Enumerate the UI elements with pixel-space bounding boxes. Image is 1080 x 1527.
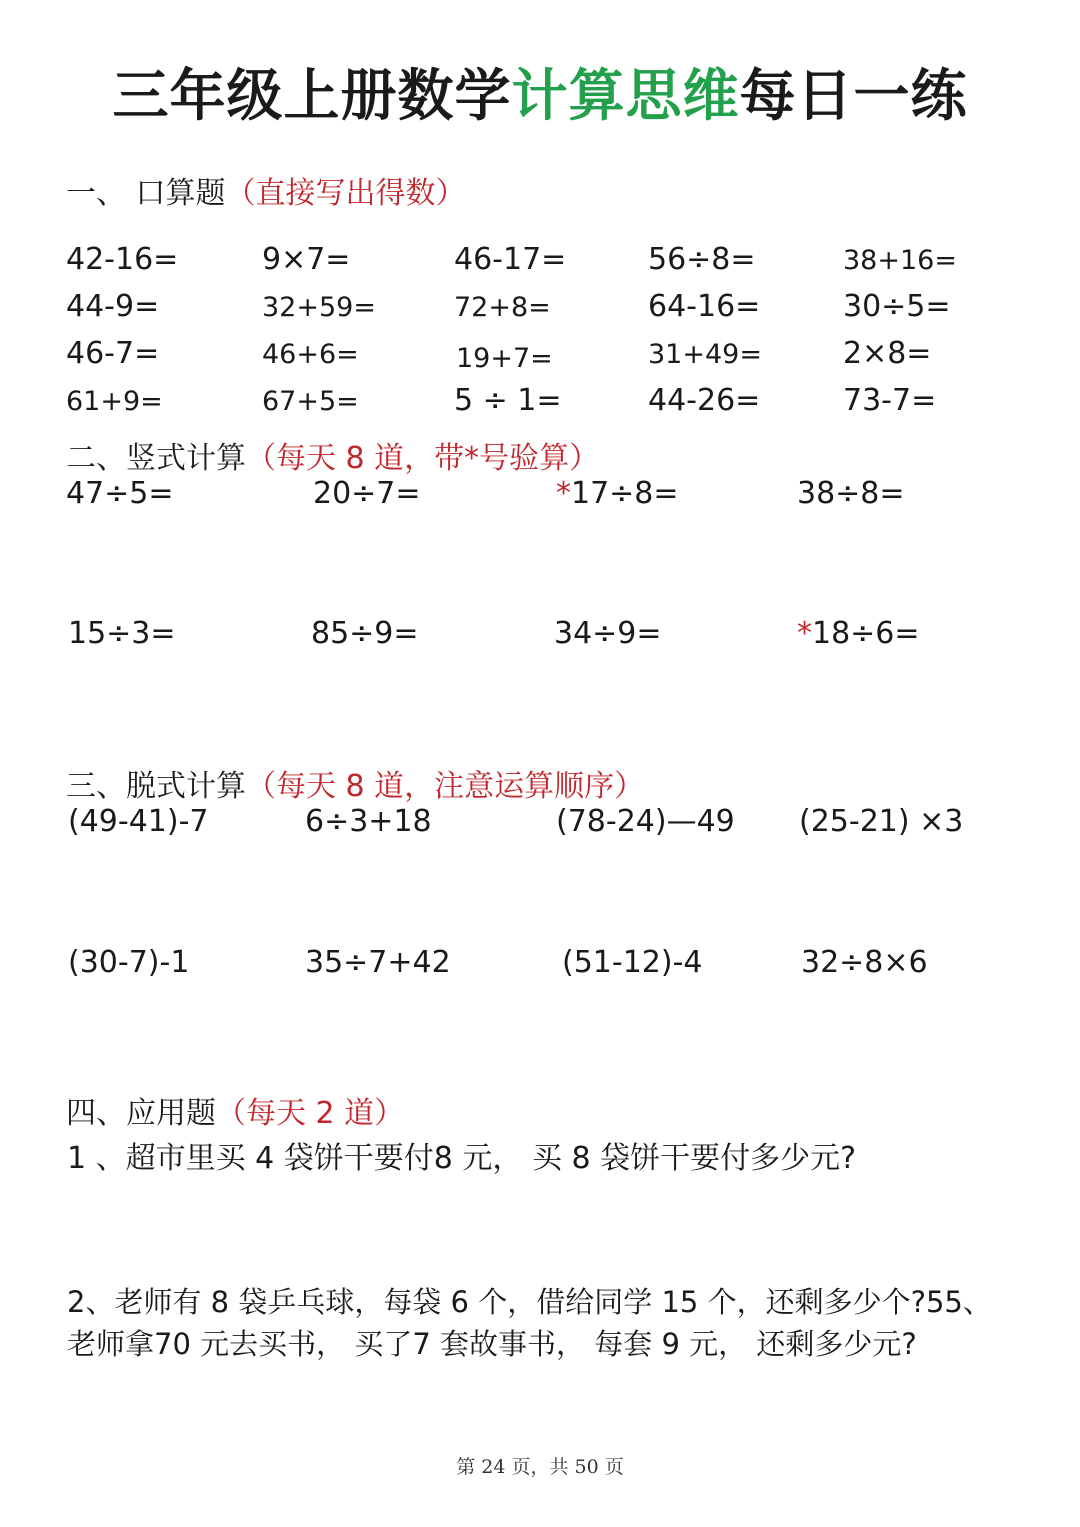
oral-problem: 67+5= — [262, 386, 359, 417]
vertical-problem: 38÷8= — [797, 476, 905, 511]
vertical-problem-starred: *17÷8= — [556, 476, 679, 511]
section4-title: 四、应用题 — [66, 1096, 216, 1131]
stepwise-problem: 35÷7+42 — [305, 945, 451, 980]
oral-problem: 72+8= — [454, 292, 551, 323]
oral-problem: 46+6= — [262, 339, 359, 370]
vertical-problem: 20÷7= — [313, 476, 421, 511]
page-number: 第 24 页，共 50 页 — [456, 1456, 624, 1478]
word-problem-2-line1: 2、老师有 8 袋乒乓球，每袋 6 个，借给同学 15 个，还剩多少个?55、 — [67, 1285, 992, 1319]
oral-problem: 42-16= — [66, 242, 179, 277]
vertical-problem: 34÷9= — [554, 616, 662, 651]
oral-problem: 30÷5= — [843, 289, 951, 324]
word-problem-1: 1 、超市里买 4 袋饼干要付8 元， 买 8 袋饼干要付多少元? — [67, 1141, 857, 1176]
oral-problem: 73-7= — [843, 383, 937, 418]
section3-heading — [66, 761, 644, 805]
oral-problem: 46-7= — [66, 336, 160, 371]
verify-star: * — [797, 616, 812, 651]
oral-problem: 61+9= — [66, 386, 163, 417]
section1-title: 一、 口算题 — [66, 176, 226, 211]
section4-heading — [66, 1088, 404, 1132]
title-part1: 三年级上册数学 — [112, 63, 512, 129]
stepwise-problem: (78-24)—49 — [556, 804, 735, 839]
oral-problem: 46-17= — [454, 242, 567, 277]
page-title — [0, 52, 1080, 132]
oral-problem: 44-9= — [66, 289, 160, 324]
oral-problem: 31+49= — [648, 339, 762, 370]
stepwise-problem: 6÷3+18 — [305, 804, 432, 839]
section1-note: （直接写出得数） — [225, 176, 466, 211]
oral-problem: 32+59= — [262, 292, 376, 323]
oral-problem: 64-16= — [648, 289, 761, 324]
section3-title: 三、脱式计算 — [66, 769, 246, 804]
oral-problem: 9×7= — [262, 242, 351, 277]
stepwise-problem: 32÷8×6 — [801, 945, 928, 980]
section3-note: （每天 8 道，注意运算顺序） — [246, 769, 645, 804]
section4-note: （每天 2 道） — [216, 1096, 405, 1131]
oral-problem: 38+16= — [843, 245, 957, 276]
oral-problem: 19+7= — [456, 343, 553, 374]
vertical-problem: 47÷5= — [66, 476, 174, 511]
word-problem-2-line2: 老师拿70 元去买书， 买了7 套故事书， 每套 9 元， 还剩多少元? — [67, 1327, 917, 1361]
verify-star: * — [556, 476, 571, 511]
vertical-problem-starred: *18÷6= — [797, 616, 920, 651]
oral-problem: 56÷8= — [648, 242, 756, 277]
vertical-problem: 15÷3= — [68, 616, 176, 651]
vertical-problem: 85÷9= — [311, 616, 419, 651]
stepwise-problem: (51-12)-4 — [562, 945, 703, 980]
stepwise-problem: (30-7)-1 — [68, 945, 190, 980]
section2-heading — [66, 433, 599, 477]
oral-problem: 5 ÷ 1= — [454, 383, 562, 418]
stepwise-problem: (25-21) ×3 — [799, 804, 964, 839]
section2-title: 二、竖式计算 — [66, 441, 246, 476]
oral-problem: 44-26= — [648, 383, 761, 418]
title-highlight: 计算思维 — [511, 63, 740, 129]
stepwise-problem: (49-41)-7 — [68, 804, 209, 839]
section2-note: （每天 8 道，带*号验算） — [246, 441, 600, 476]
section1-heading — [66, 168, 466, 212]
title-part3: 每日一练 — [739, 63, 968, 129]
oral-problem: 2×8= — [843, 336, 932, 371]
